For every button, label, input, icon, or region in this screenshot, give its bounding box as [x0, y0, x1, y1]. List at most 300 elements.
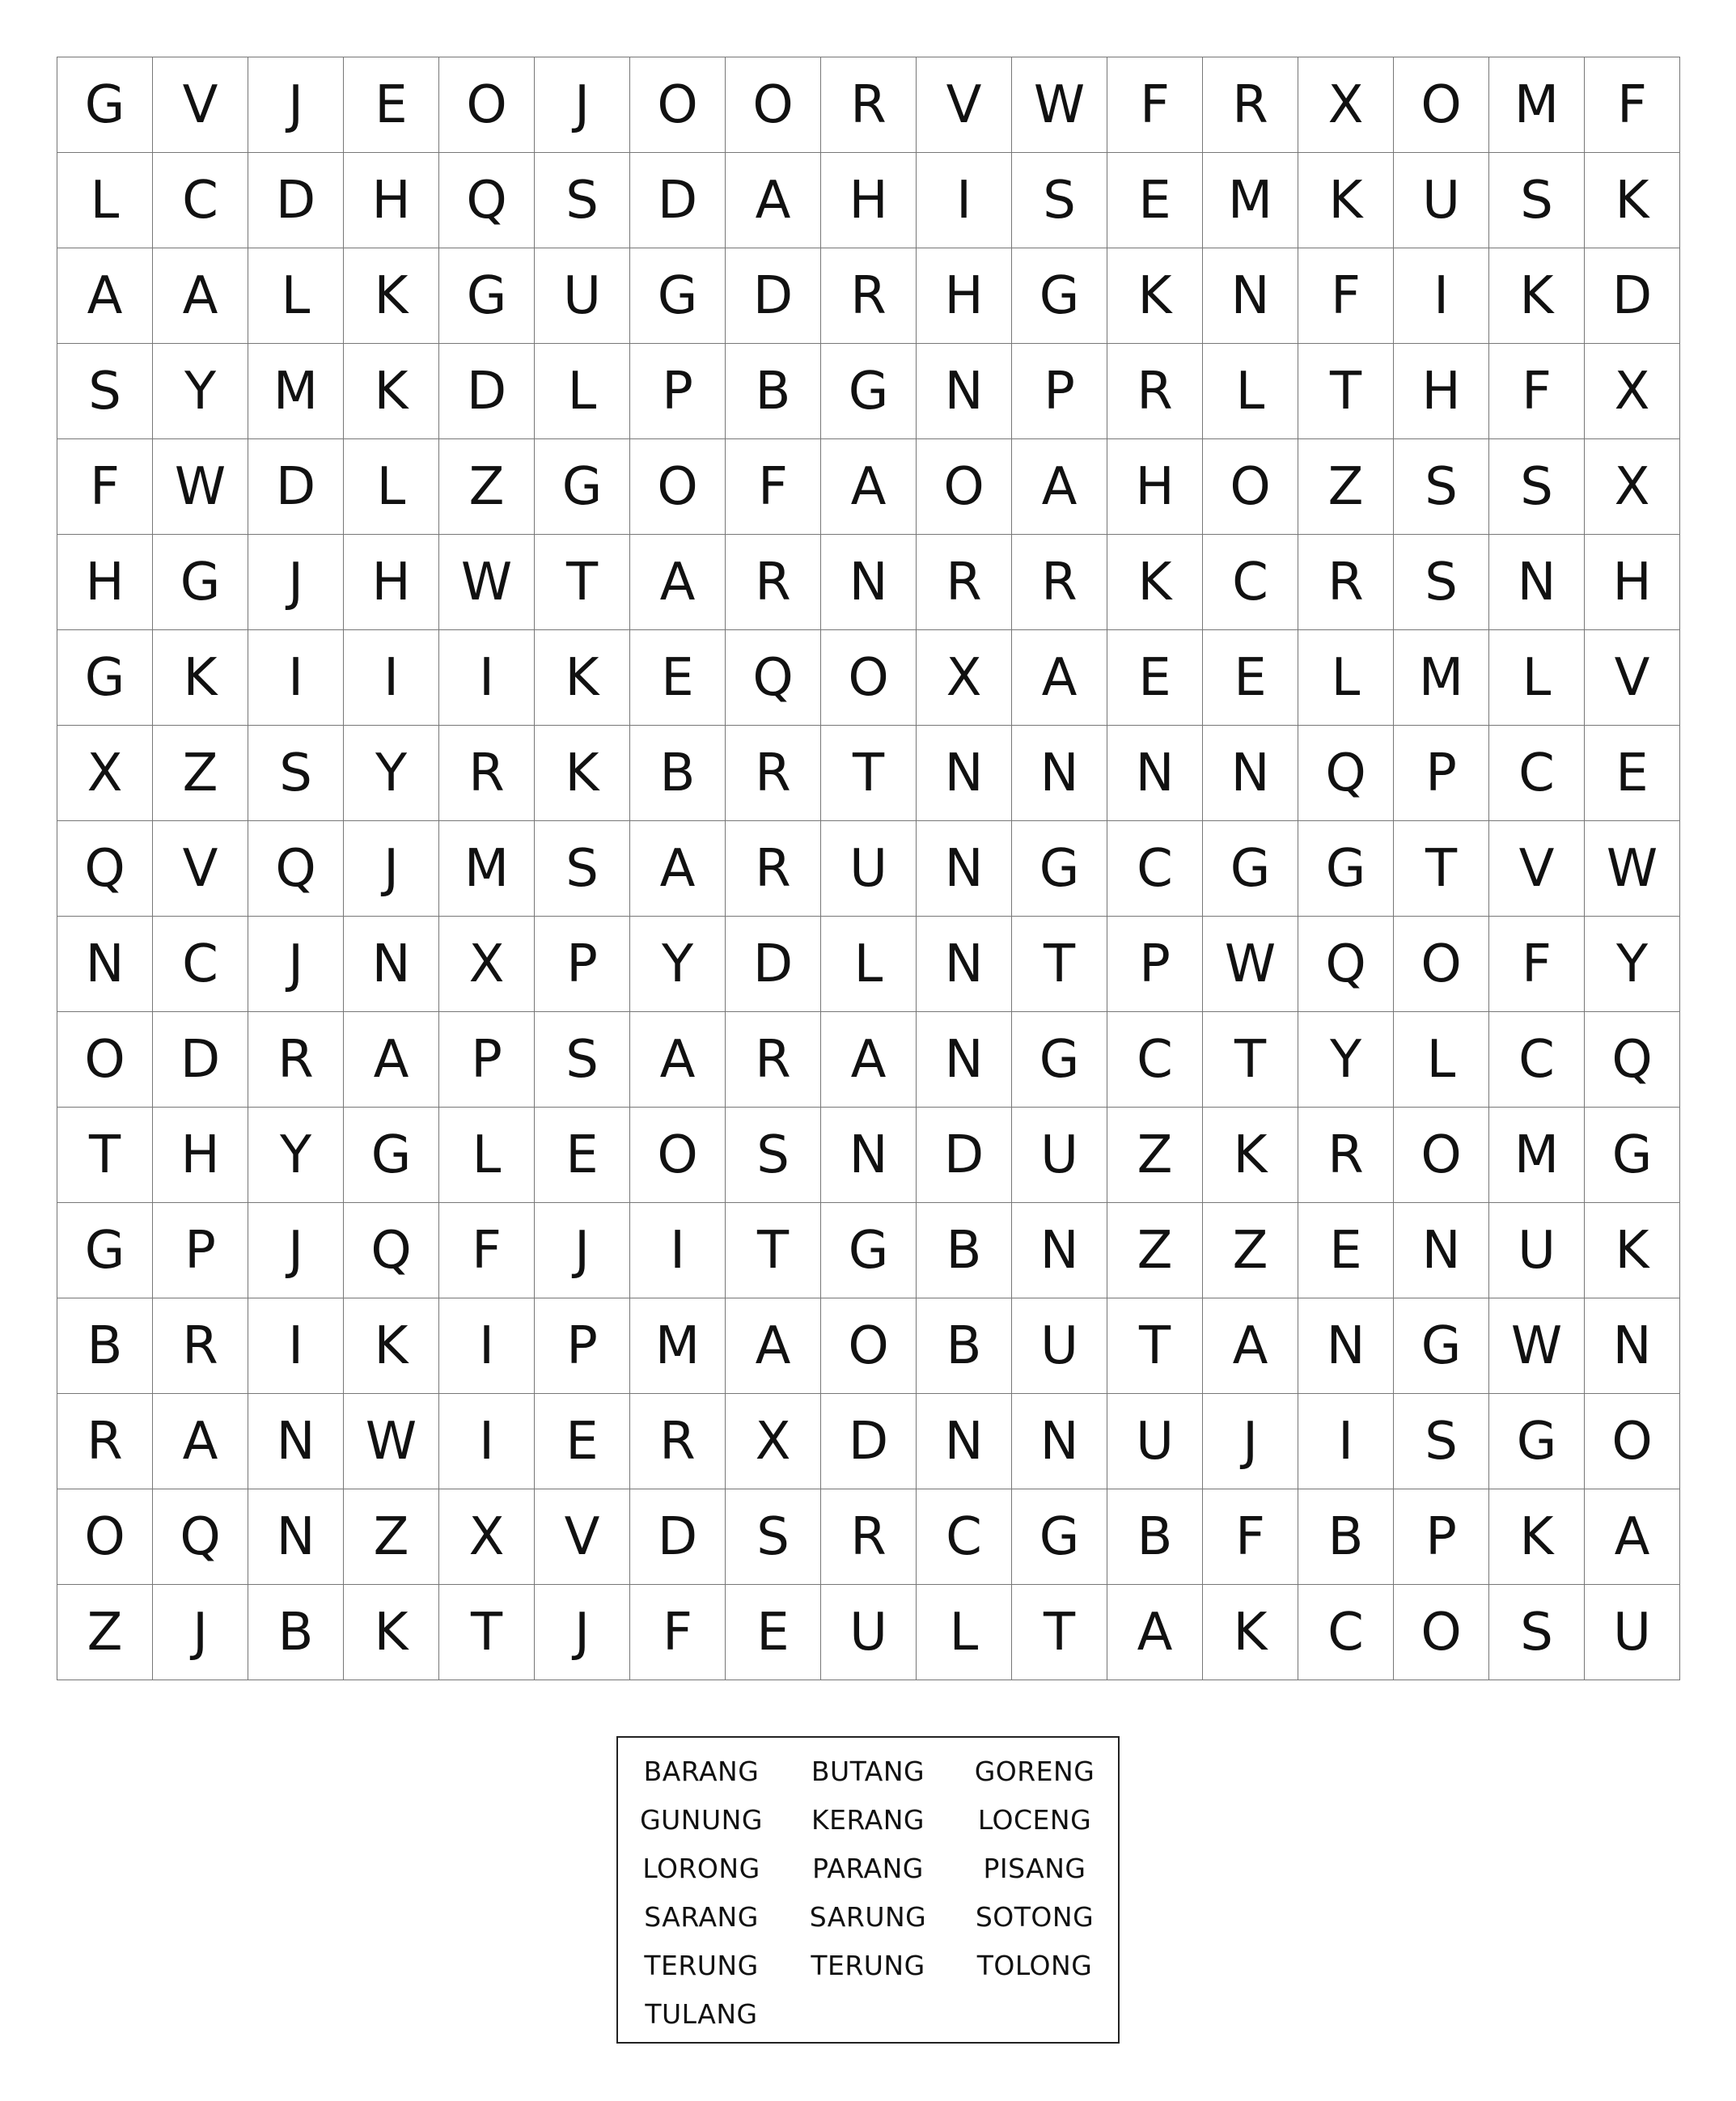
grid-cell[interactable]: O	[1585, 1394, 1680, 1489]
grid-cell[interactable]: N	[1489, 535, 1585, 630]
grid-cell[interactable]: H	[344, 153, 439, 248]
grid-cell[interactable]: F	[1107, 57, 1203, 153]
grid-cell[interactable]: N	[917, 917, 1012, 1012]
grid-cell[interactable]: T	[1107, 1298, 1203, 1394]
grid-cell[interactable]: N	[1012, 1203, 1107, 1298]
grid-cell[interactable]: G	[1298, 821, 1394, 917]
grid-cell[interactable]: J	[535, 1585, 630, 1680]
grid-cell[interactable]: G	[821, 344, 917, 439]
grid-cell[interactable]: V	[535, 1489, 630, 1585]
grid-cell[interactable]: G	[1012, 1012, 1107, 1108]
grid-cell[interactable]: K	[535, 726, 630, 821]
grid-cell[interactable]: L	[248, 248, 344, 344]
letter-grid	[57, 57, 1680, 1680]
grid-cell[interactable]: L	[1298, 630, 1394, 726]
word-list-box	[616, 1736, 1120, 2044]
grid-cell[interactable]: J	[535, 57, 630, 153]
grid-cell[interactable]: R	[630, 1394, 726, 1489]
grid-cell[interactable]: A	[1585, 1489, 1680, 1585]
grid-cell[interactable]: J	[535, 1203, 630, 1298]
grid-cell[interactable]: K	[1585, 153, 1680, 248]
word-list-item: GUNUNG	[640, 1804, 763, 1836]
grid-cell[interactable]: K	[1298, 153, 1394, 248]
grid-cell[interactable]: K	[1585, 1203, 1680, 1298]
grid-cell[interactable]: O	[821, 1298, 917, 1394]
grid-cell[interactable]: L	[1394, 1012, 1489, 1108]
grid-cell[interactable]: I	[917, 153, 1012, 248]
grid-cell[interactable]: X	[1585, 439, 1680, 535]
grid-cell[interactable]: O	[439, 57, 535, 153]
grid-cell[interactable]: W	[1489, 1298, 1585, 1394]
grid-cell[interactable]: C	[1489, 1012, 1585, 1108]
grid-cell[interactable]: H	[153, 1108, 248, 1203]
grid-cell[interactable]: E	[344, 57, 439, 153]
grid-cell[interactable]: G	[57, 630, 153, 726]
grid-cell[interactable]: A	[726, 1298, 821, 1394]
grid-cell[interactable]: O	[821, 630, 917, 726]
grid-cell[interactable]: Q	[1298, 726, 1394, 821]
grid-cell[interactable]: G	[1203, 821, 1298, 917]
grid-cell[interactable]: A	[726, 153, 821, 248]
grid-cell[interactable]: C	[153, 917, 248, 1012]
grid-cell[interactable]: X	[439, 1489, 535, 1585]
grid-cell[interactable]: M	[1489, 1108, 1585, 1203]
word-list-item: TERUNG	[811, 1950, 925, 1981]
grid-cell[interactable]: D	[726, 248, 821, 344]
grid-cell[interactable]: R	[439, 726, 535, 821]
grid-cell[interactable]: D	[1585, 248, 1680, 344]
grid-cell[interactable]: Y	[153, 344, 248, 439]
grid-cell[interactable]: N	[1203, 248, 1298, 344]
grid-cell[interactable]: K	[1489, 248, 1585, 344]
grid-cell[interactable]: N	[1107, 726, 1203, 821]
grid-cell[interactable]: X	[57, 726, 153, 821]
grid-cell[interactable]: H	[344, 535, 439, 630]
grid-cell[interactable]: V	[917, 57, 1012, 153]
grid-cell[interactable]: Q	[248, 821, 344, 917]
grid-cell[interactable]: T	[1012, 1585, 1107, 1680]
grid-cell[interactable]: O	[57, 1012, 153, 1108]
grid-cell[interactable]: S	[1489, 439, 1585, 535]
grid-cell[interactable]: V	[1585, 630, 1680, 726]
grid-cell[interactable]: A	[57, 248, 153, 344]
grid-cell[interactable]: L	[344, 439, 439, 535]
grid-cell[interactable]: B	[726, 344, 821, 439]
grid-cell[interactable]: D	[630, 1489, 726, 1585]
grid-cell[interactable]: V	[153, 821, 248, 917]
grid-cell[interactable]: H	[821, 153, 917, 248]
grid-cell[interactable]: D	[630, 153, 726, 248]
grid-cell[interactable]: F	[1298, 248, 1394, 344]
grid-cell[interactable]: Q	[726, 630, 821, 726]
grid-cell[interactable]: F	[1489, 917, 1585, 1012]
grid-cell[interactable]: O	[630, 1108, 726, 1203]
grid-cell[interactable]: R	[726, 535, 821, 630]
grid-cell[interactable]: H	[917, 248, 1012, 344]
grid-cell[interactable]: P	[1394, 1489, 1489, 1585]
grid-cell[interactable]: K	[1489, 1489, 1585, 1585]
grid-cell[interactable]: O	[630, 57, 726, 153]
grid-cell[interactable]: B	[917, 1298, 1012, 1394]
grid-cell[interactable]: Q	[1298, 917, 1394, 1012]
grid-cell[interactable]: Q	[344, 1203, 439, 1298]
grid-cell[interactable]: R	[726, 726, 821, 821]
grid-cell[interactable]: M	[439, 821, 535, 917]
grid-cell[interactable]: D	[917, 1108, 1012, 1203]
grid-cell[interactable]: O	[630, 439, 726, 535]
grid-cell[interactable]: I	[630, 1203, 726, 1298]
grid-cell[interactable]: M	[248, 344, 344, 439]
grid-cell[interactable]: Z	[1203, 1203, 1298, 1298]
grid-cell[interactable]: H	[1585, 535, 1680, 630]
grid-cell[interactable]: T	[535, 535, 630, 630]
grid-cell[interactable]: I	[344, 630, 439, 726]
grid-cell[interactable]: R	[1298, 535, 1394, 630]
grid-cell[interactable]: S	[1394, 1394, 1489, 1489]
word-list-item: LORONG	[642, 1853, 760, 1884]
grid-cell[interactable]: C	[153, 153, 248, 248]
grid-cell[interactable]: H	[1394, 344, 1489, 439]
grid-cell[interactable]: Y	[1298, 1012, 1394, 1108]
grid-cell[interactable]: J	[248, 917, 344, 1012]
grid-cell[interactable]: I	[1394, 248, 1489, 344]
grid-cell[interactable]: X	[439, 917, 535, 1012]
grid-cell[interactable]: S	[726, 1108, 821, 1203]
grid-cell[interactable]: G	[57, 57, 153, 153]
grid-cell[interactable]: U	[535, 248, 630, 344]
grid-cell[interactable]: B	[1107, 1489, 1203, 1585]
grid-cell[interactable]: I	[439, 1298, 535, 1394]
grid-cell[interactable]: S	[248, 726, 344, 821]
grid-cell[interactable]: R	[821, 57, 917, 153]
grid-cell[interactable]: K	[1107, 535, 1203, 630]
grid-cell[interactable]: S	[1394, 439, 1489, 535]
grid-cell[interactable]: S	[1012, 153, 1107, 248]
grid-cell[interactable]: U	[1585, 1585, 1680, 1680]
grid-cell[interactable]: N	[917, 1012, 1012, 1108]
grid-cell[interactable]: S	[535, 821, 630, 917]
grid-cell[interactable]: N	[1012, 1394, 1107, 1489]
grid-cell[interactable]: Q	[1585, 1012, 1680, 1108]
grid-cell[interactable]: L	[821, 917, 917, 1012]
grid-cell[interactable]: E	[726, 1585, 821, 1680]
grid-cell[interactable]: W	[1012, 57, 1107, 153]
grid-cell[interactable]: N	[1394, 1203, 1489, 1298]
grid-cell[interactable]: H	[1107, 439, 1203, 535]
grid-cell[interactable]: M	[630, 1298, 726, 1394]
grid-cell[interactable]: M	[1203, 153, 1298, 248]
grid-cell[interactable]: M	[1394, 630, 1489, 726]
grid-cell[interactable]: R	[1298, 1108, 1394, 1203]
grid-cell[interactable]: G	[1012, 821, 1107, 917]
grid-cell[interactable]: E	[1585, 726, 1680, 821]
grid-cell[interactable]: G	[1585, 1108, 1680, 1203]
grid-cell[interactable]: N	[917, 344, 1012, 439]
grid-cell[interactable]: U	[821, 1585, 917, 1680]
word-list-item: KERANG	[811, 1804, 925, 1836]
grid-cell[interactable]: B	[57, 1298, 153, 1394]
word-list-item: GORENG	[974, 1756, 1095, 1787]
grid-cell[interactable]: N	[821, 1108, 917, 1203]
word-list-item: TOLONG	[976, 1950, 1093, 1981]
grid-cell[interactable]: G	[439, 248, 535, 344]
grid-cell[interactable]: S	[535, 153, 630, 248]
grid-cell[interactable]: Z	[1107, 1108, 1203, 1203]
grid-cell[interactable]: J	[248, 1203, 344, 1298]
grid-cell[interactable]: A	[1012, 630, 1107, 726]
grid-cell[interactable]: N	[917, 1394, 1012, 1489]
grid-cell[interactable]: K	[1203, 1585, 1298, 1680]
grid-cell[interactable]: C	[1298, 1585, 1394, 1680]
grid-cell[interactable]: P	[535, 1298, 630, 1394]
grid-cell[interactable]: O	[1394, 917, 1489, 1012]
grid-cell[interactable]: J	[344, 821, 439, 917]
grid-cell[interactable]: H	[57, 535, 153, 630]
grid-cell[interactable]: S	[1489, 1585, 1585, 1680]
grid-cell[interactable]: S	[726, 1489, 821, 1585]
grid-cell[interactable]: G	[153, 535, 248, 630]
grid-cell[interactable]: M	[1489, 57, 1585, 153]
grid-cell[interactable]: A	[153, 248, 248, 344]
grid-cell[interactable]: E	[535, 1108, 630, 1203]
grid-cell[interactable]: L	[1203, 344, 1298, 439]
grid-cell[interactable]: R	[1107, 344, 1203, 439]
grid-cell[interactable]: F	[1203, 1489, 1298, 1585]
grid-cell[interactable]: W	[153, 439, 248, 535]
grid-cell[interactable]: A	[630, 1012, 726, 1108]
grid-cell[interactable]: T	[439, 1585, 535, 1680]
grid-cell[interactable]: G	[344, 1108, 439, 1203]
word-list-item: PISANG	[983, 1853, 1086, 1884]
grid-cell[interactable]: P	[1107, 917, 1203, 1012]
grid-cell[interactable]: P	[439, 1012, 535, 1108]
grid-cell[interactable]: L	[439, 1108, 535, 1203]
grid-cell[interactable]: K	[1107, 248, 1203, 344]
grid-cell[interactable]: A	[821, 439, 917, 535]
grid-cell[interactable]: S	[1489, 153, 1585, 248]
grid-cell[interactable]: W	[1585, 821, 1680, 917]
grid-cell[interactable]: Z	[344, 1489, 439, 1585]
grid-cell[interactable]: A	[630, 821, 726, 917]
grid-cell[interactable]: B	[630, 726, 726, 821]
grid-cell[interactable]: J	[248, 57, 344, 153]
grid-cell[interactable]: L	[57, 153, 153, 248]
grid-cell[interactable]: K	[1203, 1108, 1298, 1203]
grid-cell[interactable]: L	[1489, 630, 1585, 726]
grid-cell[interactable]: T	[1298, 344, 1394, 439]
word-list-item: LOCENG	[977, 1804, 1092, 1836]
grid-cell[interactable]: O	[1394, 57, 1489, 153]
grid-cell[interactable]: A	[153, 1394, 248, 1489]
grid-cell[interactable]: K	[344, 248, 439, 344]
grid-cell[interactable]: N	[344, 917, 439, 1012]
grid-cell[interactable]: C	[1107, 1012, 1203, 1108]
grid-cell[interactable]: K	[535, 630, 630, 726]
grid-cell[interactable]: G	[821, 1203, 917, 1298]
grid-cell[interactable]: B	[248, 1585, 344, 1680]
grid-cell[interactable]: Y	[344, 726, 439, 821]
grid-cell[interactable]: N	[917, 726, 1012, 821]
grid-cell[interactable]: S	[57, 344, 153, 439]
grid-cell[interactable]: B	[917, 1203, 1012, 1298]
grid-cell[interactable]: Q	[57, 821, 153, 917]
grid-cell[interactable]: C	[917, 1489, 1012, 1585]
grid-cell[interactable]: R	[821, 248, 917, 344]
grid-cell[interactable]: X	[917, 630, 1012, 726]
grid-cell[interactable]: L	[917, 1585, 1012, 1680]
grid-cell[interactable]: T	[1203, 1012, 1298, 1108]
grid-cell[interactable]: R	[248, 1012, 344, 1108]
grid-cell[interactable]: F	[57, 439, 153, 535]
grid-cell[interactable]: U	[1012, 1298, 1107, 1394]
grid-cell[interactable]: B	[1298, 1489, 1394, 1585]
grid-cell[interactable]: D	[153, 1012, 248, 1108]
grid-cell[interactable]: D	[248, 439, 344, 535]
grid-cell[interactable]: I	[248, 1298, 344, 1394]
grid-cell[interactable]: T	[1012, 917, 1107, 1012]
grid-cell[interactable]: Z	[439, 439, 535, 535]
grid-cell[interactable]: N	[821, 535, 917, 630]
grid-cell[interactable]: N	[1012, 726, 1107, 821]
grid-cell[interactable]: N	[1298, 1298, 1394, 1394]
grid-cell[interactable]: E	[1107, 630, 1203, 726]
grid-cell[interactable]: X	[726, 1394, 821, 1489]
grid-cell[interactable]: I	[439, 630, 535, 726]
grid-cell[interactable]: I	[439, 1394, 535, 1489]
grid-cell[interactable]: N	[248, 1394, 344, 1489]
grid-cell[interactable]: K	[344, 1298, 439, 1394]
grid-cell[interactable]: A	[344, 1012, 439, 1108]
grid-cell[interactable]: J	[248, 535, 344, 630]
grid-cell[interactable]: R	[917, 535, 1012, 630]
grid-cell[interactable]: T	[57, 1108, 153, 1203]
grid-cell[interactable]: E	[1298, 1203, 1394, 1298]
grid-cell[interactable]: G	[1394, 1298, 1489, 1394]
grid-cell[interactable]: R	[821, 1489, 917, 1585]
grid-cell[interactable]: E	[1203, 630, 1298, 726]
grid-cell[interactable]: U	[1012, 1108, 1107, 1203]
grid-cell[interactable]: X	[1298, 57, 1394, 153]
grid-cell[interactable]: G	[57, 1203, 153, 1298]
grid-cell[interactable]: R	[726, 821, 821, 917]
grid-cell[interactable]: D	[821, 1394, 917, 1489]
grid-cell[interactable]: P	[1394, 726, 1489, 821]
grid-cell[interactable]: U	[821, 821, 917, 917]
grid-cell[interactable]: T	[821, 726, 917, 821]
grid-cell[interactable]: A	[1107, 1585, 1203, 1680]
grid-cell[interactable]: A	[821, 1012, 917, 1108]
grid-cell[interactable]: J	[1203, 1394, 1298, 1489]
grid-cell[interactable]: F	[630, 1585, 726, 1680]
grid-cell[interactable]: Z	[1107, 1203, 1203, 1298]
grid-cell[interactable]: K	[153, 630, 248, 726]
grid-cell[interactable]: O	[917, 439, 1012, 535]
grid-cell[interactable]: Y	[248, 1108, 344, 1203]
grid-cell[interactable]: W	[344, 1394, 439, 1489]
grid-cell[interactable]: O	[1394, 1585, 1489, 1680]
grid-cell[interactable]: A	[1012, 439, 1107, 535]
grid-cell[interactable]: R	[153, 1298, 248, 1394]
grid-cell[interactable]: Q	[153, 1489, 248, 1585]
grid-cell[interactable]: R	[57, 1394, 153, 1489]
grid-cell[interactable]: U	[1489, 1203, 1585, 1298]
grid-cell[interactable]: T	[1394, 821, 1489, 917]
grid-cell[interactable]: G	[535, 439, 630, 535]
grid-cell[interactable]: N	[57, 917, 153, 1012]
grid-cell[interactable]: Q	[439, 153, 535, 248]
grid-cell[interactable]: N	[917, 821, 1012, 917]
grid-cell[interactable]: G	[1489, 1394, 1585, 1489]
grid-cell[interactable]: Z	[1298, 439, 1394, 535]
grid-cell[interactable]: C	[1107, 821, 1203, 917]
grid-cell[interactable]: E	[630, 630, 726, 726]
grid-cell[interactable]: T	[726, 1203, 821, 1298]
grid-cell[interactable]: Z	[153, 726, 248, 821]
grid-cell[interactable]: V	[1489, 821, 1585, 917]
grid-cell[interactable]: F	[1489, 344, 1585, 439]
grid-cell[interactable]: G	[630, 248, 726, 344]
grid-cell[interactable]: S	[1394, 535, 1489, 630]
grid-cell[interactable]: I	[1298, 1394, 1394, 1489]
grid-cell[interactable]: V	[153, 57, 248, 153]
grid-cell[interactable]: P	[630, 344, 726, 439]
grid-cell[interactable]: R	[726, 1012, 821, 1108]
grid-cell[interactable]: D	[726, 917, 821, 1012]
grid-cell[interactable]: O	[1394, 1108, 1489, 1203]
grid-cell[interactable]: A	[630, 535, 726, 630]
grid-cell[interactable]: N	[248, 1489, 344, 1585]
grid-cell[interactable]: L	[535, 344, 630, 439]
grid-cell[interactable]: X	[1585, 344, 1680, 439]
grid-cell[interactable]: I	[248, 630, 344, 726]
grid-cell[interactable]: C	[1489, 726, 1585, 821]
grid-cell[interactable]: O	[1203, 439, 1298, 535]
grid-cell[interactable]: O	[57, 1489, 153, 1585]
word-list-item: TULANG	[645, 1998, 758, 2030]
grid-cell[interactable]: U	[1107, 1394, 1203, 1489]
grid-cell[interactable]: C	[1203, 535, 1298, 630]
grid-cell[interactable]: S	[535, 1012, 630, 1108]
grid-cell[interactable]: W	[1203, 917, 1298, 1012]
grid-cell[interactable]: P	[153, 1203, 248, 1298]
grid-cell[interactable]: J	[153, 1585, 248, 1680]
grid-cell[interactable]: P	[535, 917, 630, 1012]
grid-cell[interactable]: K	[344, 1585, 439, 1680]
grid-cell[interactable]: R	[1203, 57, 1298, 153]
grid-cell[interactable]: A	[1203, 1298, 1298, 1394]
grid-cell[interactable]: N	[1203, 726, 1298, 821]
grid-cell[interactable]: P	[1012, 344, 1107, 439]
grid-cell[interactable]: Y	[630, 917, 726, 1012]
grid-cell[interactable]: K	[344, 344, 439, 439]
grid-cell[interactable]: G	[1012, 1489, 1107, 1585]
grid-cell[interactable]: G	[1012, 248, 1107, 344]
grid-cell[interactable]: D	[248, 153, 344, 248]
grid-cell[interactable]: O	[726, 57, 821, 153]
grid-cell[interactable]: N	[1585, 1298, 1680, 1394]
grid-cell[interactable]: Z	[57, 1585, 153, 1680]
grid-cell[interactable]: F	[726, 439, 821, 535]
grid-cell[interactable]: F	[439, 1203, 535, 1298]
grid-cell[interactable]: E	[1107, 153, 1203, 248]
grid-cell[interactable]: R	[1012, 535, 1107, 630]
grid-cell[interactable]: D	[439, 344, 535, 439]
grid-cell[interactable]: U	[1394, 153, 1489, 248]
grid-cell[interactable]: W	[439, 535, 535, 630]
grid-cell[interactable]: E	[535, 1394, 630, 1489]
grid-cell[interactable]: Y	[1585, 917, 1680, 1012]
grid-cell[interactable]: F	[1585, 57, 1680, 153]
